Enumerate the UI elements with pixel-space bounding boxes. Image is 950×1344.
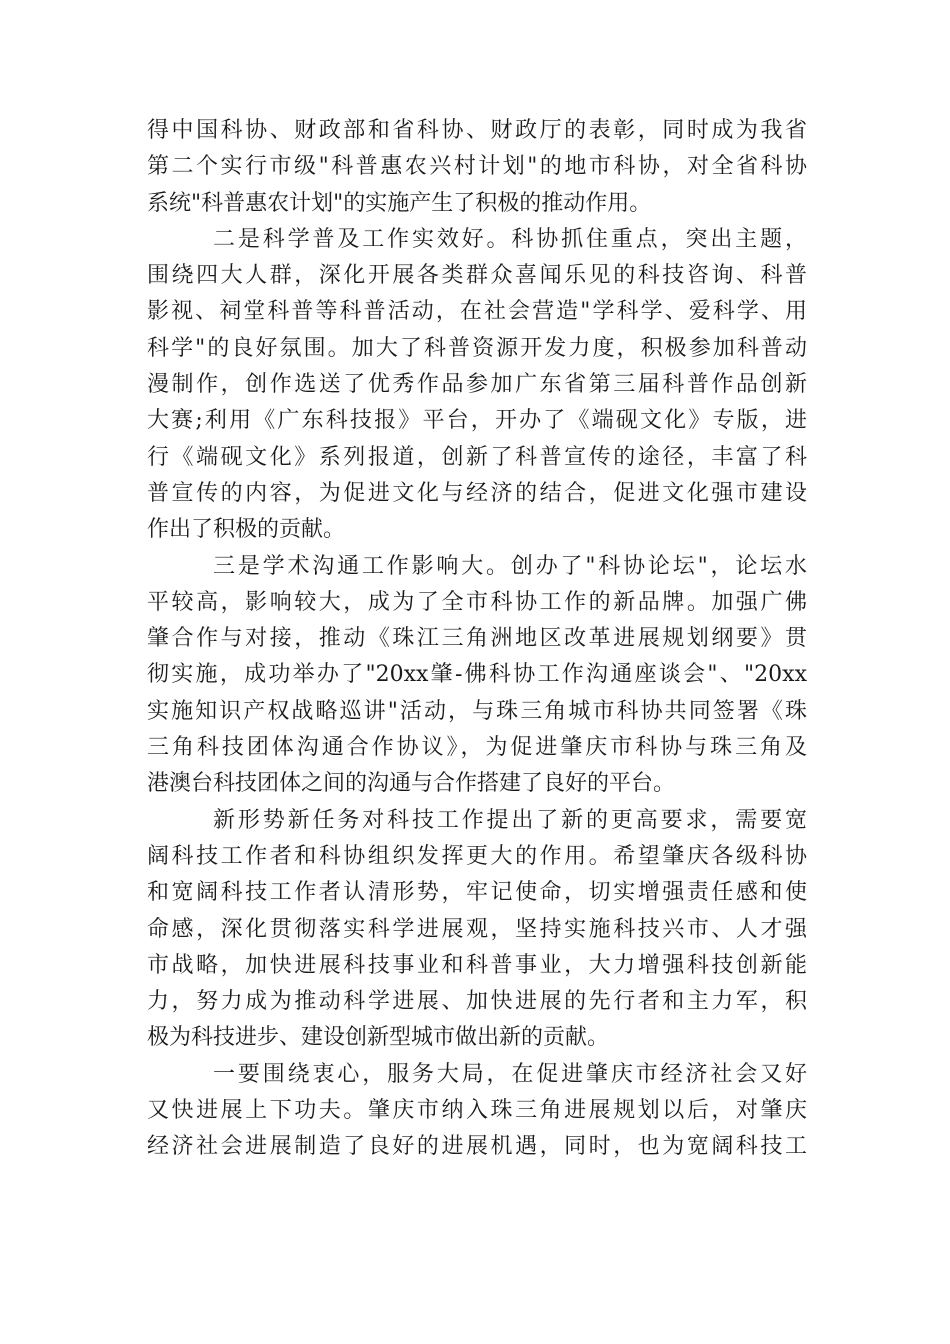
text-line: 三角科技团体沟通合作协议》，为促进肇庆市科协与珠三角及 <box>147 735 807 761</box>
text-line: 平较高，影响较大，成为了全市科协工作的新品牌。加强广佛 <box>147 589 807 615</box>
text-line: 系统"科普惠农计划"的实施产生了积极的推动作用。 <box>147 190 652 216</box>
text-line: 新形势新任务对科技工作提出了新的更高要求，需要宽 <box>213 807 807 833</box>
text-line: 市战略，加快进展科技事业和科普事业，大力增强科技创新能 <box>147 952 807 978</box>
text-line: 彻实施，成功举办了"20xx肇-佛科协工作沟通座谈会"、"20xx <box>147 662 807 688</box>
text-line: 一要围绕衷心，服务大局，在促进肇庆市经济社会又好 <box>213 1061 807 1087</box>
text-line: 极为科技进步、建设创新型城市做出新的贡献。 <box>147 1025 610 1051</box>
text-line: 港澳台科技团体之间的沟通与合作搭建了良好的平台。 <box>147 771 676 797</box>
text-line: 力，努力成为推动科学进展、加快进展的先行者和主力军，积 <box>147 989 807 1015</box>
text-line: 作出了积极的贡献。 <box>147 517 346 543</box>
text-line: 围绕四大人群，深化开展各类群众喜闻乐见的科技咨询、科普 <box>147 263 807 289</box>
text-line: 肇合作与对接，推动《珠江三角洲地区改革进展规划纲要》贯 <box>147 626 807 652</box>
text-line: 命感，深化贯彻落实科学进展观，坚持实施科技兴市、人才强 <box>147 916 807 942</box>
paragraph <box>147 549 807 803</box>
text-line: 实施知识产权战略巡讲"活动，与珠三角城市科协共同签署《珠 <box>147 698 807 724</box>
text-line: 大赛;利用《广东科技报》平台，开办了《端砚文化》专版，进 <box>147 408 807 434</box>
text-line: 阔科技工作者和科协组织发挥更大的作用。希望肇庆各级科协 <box>147 843 807 869</box>
text-line: 行《端砚文化》系列报道，创新了科普宣传的途径，丰富了科 <box>147 444 807 470</box>
text-line: 得中国科协、财政部和省科协、财政厅的表彰，同时成为我省 <box>147 118 807 143</box>
text-line: 漫制作，创作选送了优秀作品参加广东省第三届科普作品创新 <box>147 372 807 398</box>
text-line: 经济社会进展制造了良好的进展机遇，同时，也为宽阔科技工 <box>147 1134 807 1160</box>
paragraph <box>147 113 807 222</box>
text-line: 第二个实行市级"科普惠农兴村计划"的地市科协，对全省科协 <box>147 154 807 180</box>
text-line: 影视、祠堂科普等科普活动，在社会营造"学科学、爱科学、用 <box>147 299 807 325</box>
text-line: 三是学术沟通工作影响大。创办了"科协论坛"，论坛水 <box>213 553 807 579</box>
document-body <box>147 113 807 1166</box>
text-line: 普宣传的内容，为促进文化与经济的结合，促进文化强市建设 <box>147 480 807 506</box>
text-line: 二是科学普及工作实效好。科协抓住重点，突出主题， <box>213 226 807 252</box>
text-line: 科学"的良好氛围。加大了科普资源开发力度，积极参加科普动 <box>147 335 807 361</box>
paragraph <box>147 803 807 1057</box>
text-line: 又快进展上下功夫。肇庆市纳入珠三角进展规划以后，对肇庆 <box>147 1098 807 1124</box>
paragraph <box>147 222 807 549</box>
text-line: 和宽阔科技工作者认清形势，牢记使命，切实增强责任感和使 <box>147 880 807 906</box>
paragraph <box>147 1057 807 1166</box>
